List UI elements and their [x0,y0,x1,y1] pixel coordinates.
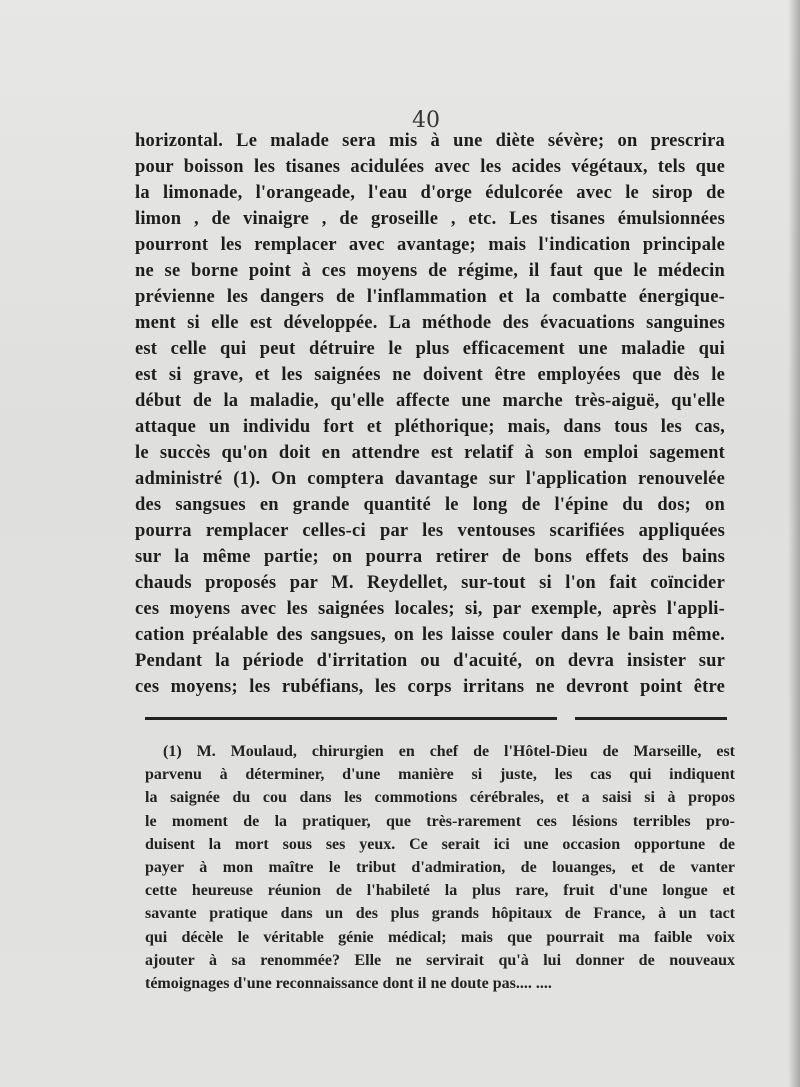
text-line: ces moyens; les rubéfians, les corps irritans ne devront point être [135,677,725,697]
text-line: pourra remplacer celles-ci par les ventouses scarifiées appliquées [135,521,725,541]
text-line: ment si elle est développée. La méthode des évacuations sanguines [135,313,725,333]
text-line: ne se borne point à ces moyens de régime, il faut que le médecin [135,261,725,281]
text-line: pour boisson les tisanes acidulées avec les acides végétaux, tels que [135,157,725,177]
text-line: prévienne les dangers de l'inflammation et la combatte énergique- [135,287,725,307]
text-line: début de la maladie, qu'elle affecte une marche très-aiguë, qu'elle [135,391,725,411]
footnote-line: cette heureuse réunion de l'habileté la plus rare, fruit d'une longue et [145,882,735,900]
footnote-line: savante pratique dans un des plus grands hôpitaux de France, à un tact [145,905,735,923]
footnote [145,740,735,995]
text-line: sur la même partie; on pourra retirer de bons effets des bains [135,547,725,567]
text-line: la limonade, l'orangeade, l'eau d'orge édulcorée avec le sirop de [135,183,725,203]
text-line: des sangsues en grande quantité le long de l'épine du dos; on [135,495,725,515]
text-line: horizontal. Le malade sera mis à une diète sévère; on prescrira [135,131,725,151]
text-line: ces moyens avec les saignées locales; si, par exemple, après l'appli- [135,599,725,619]
page-number: 40 [412,108,440,133]
text-line: le succès qu'on doit en attendre est relatif à son emploi sagement [135,443,725,463]
footnote-line: la saignée du cou dans les commotions cérébrales, et a saisi si à propos [145,789,735,807]
footnote-line: qui décèle le véritable génie médical; mais que pourrait ma faible voix [145,928,735,946]
text-line: limon , de vinaigre , de groseille , etc. Les tisanes émulsionnées [135,209,725,229]
text-line: pourront les remplacer avec avantage; mais l'indication principale [135,235,725,255]
text-line: administré (1). On comptera davantage sur l'application renouvelée [135,469,725,489]
footnote-line: témoignages d'une reconnaissance dont il ne doute pas.... .... [145,974,552,992]
text-line: Pendant la période d'irritation ou d'acuité, on devra insister sur [135,651,725,671]
text-line: attaque un individu fort et pléthorique; mais, dans tous les cas, [135,417,725,437]
text-line: chauds proposés par M. Reydellet, sur-tout si l'on fait coïncider [135,573,725,593]
main-text [135,128,725,700]
text-line: est si grave, et les saignées ne doivent être employées que dès le [135,365,725,385]
footnote-divider [145,717,557,720]
footnote-line: (1) M. Moulaud, chirurgien en chef de l'Hôtel-Dieu de Marseille, est [163,743,735,760]
footnote-line: parvenu à déterminer, d'une manière si juste, les cas qui indiquent [145,766,735,784]
footnote-line: ajouter à sa renommée? Elle ne servirait qu'à lui donner de nouveaux [145,951,735,969]
footnote-line: le moment de la pratiquer, que très-rarement ces lésions terribles pro- [145,812,735,830]
footnote-line: payer à mon maître le tribut d'admiration, de louanges, et de vanter [145,858,735,876]
footnote-divider [575,717,727,720]
text-line: cation préalable des sangsues, on les laisse couler dans le bain même. [135,625,725,645]
text-line: est celle qui peut détruire le plus efficacement une maladie qui [135,339,725,359]
footnote-line: duisent la mort sous ses yeux. Ce serait ici une occasion opportune de [145,835,735,853]
